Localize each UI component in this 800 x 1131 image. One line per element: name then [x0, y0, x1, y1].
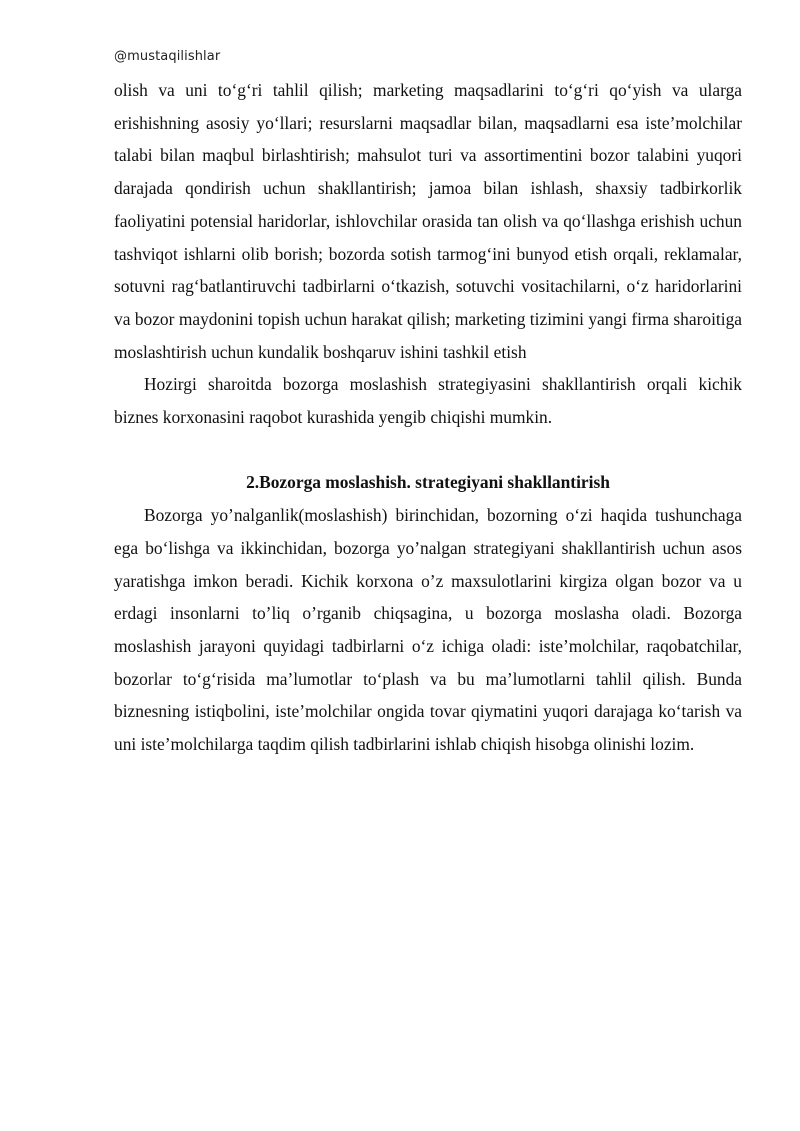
blank-line	[114, 434, 742, 467]
paragraph-section-body: Bozorga yo’nalganlik(moslashish) birinchidan, bozorning o‘zi haqida tushunchaga ega bo‘lishga va ikkinchidan, bozorga yo’nalgan strategiyani shakllantirish uchun asos yaratishga imkon beradi. Kichik korxona o’z maxsulotlarini kirgiza olgan bozor va u erdagi insonlarni to’liq o’rganib chiqsagina, u bozorga moslasha oladi. Bozorga moslashish jarayoni quyidagi tadbirlarni o‘z ichiga oladi: iste’molchilar, raqobatchilar, bozorlar to‘g‘risida ma’lumotlar to‘plash va bu ma’lumotlarni tahlil qilish. Bunda biznesning istiqbolini, iste’molchilar ongida tovar qiymatini yuqori darajaga ko‘tarish va uni iste’molchilarga taqdim qilish tadbirlarini ishlab chiqish hisobga olinishi lozim.	[114, 505, 742, 755]
section-heading: 2.Bozorga moslashish. strategiyani shakllantirish	[246, 472, 610, 493]
watermark-text: @mustaqilishlar	[114, 49, 221, 64]
document-body	[114, 74, 742, 761]
paragraph-continuation: olish va uni to‘g‘ri tahlil qilish; marketing maqsadlarini to‘g‘ri qo‘yish va ularga erishishning asosiy yo‘llari; resurslarni maqsadlar bilan, maqsadlarni esa iste’molchilar talabi bilan maqbul birlashtirish; mahsulot turi va assortimentini bozor talabini yuqori darajada qondirish uchun shakllantirish; jamoa bilan ishlash, shaxsiy tadbirkorlik faoliyatini potensial haridorlar, ishlovchilar orasida tan olish va qo‘llashga erishish uchun tashviqot ishlarni olib borish; bozorda sotish tarmog‘ini bunyod etish orqali, reklamalar, sotuvni rag‘batlantiruvchi tadbirlarni o‘tkazish, sotuvchi vositachilarni, o‘z haridorlarini va bozor maydonini topish uchun harakat qilish; marketing tizimini yangi firma sharoitiga moslashtirish uchun kundalik boshqaruv ishini tashkil etish	[114, 80, 742, 362]
paragraph-conclusion: Hozirgi sharoitda bozorga moslashish strategiyasini shakllantirish orqali kichik biznes korxonasini raqobot kurashida yengib chiqishi mumkin.	[114, 374, 742, 428]
